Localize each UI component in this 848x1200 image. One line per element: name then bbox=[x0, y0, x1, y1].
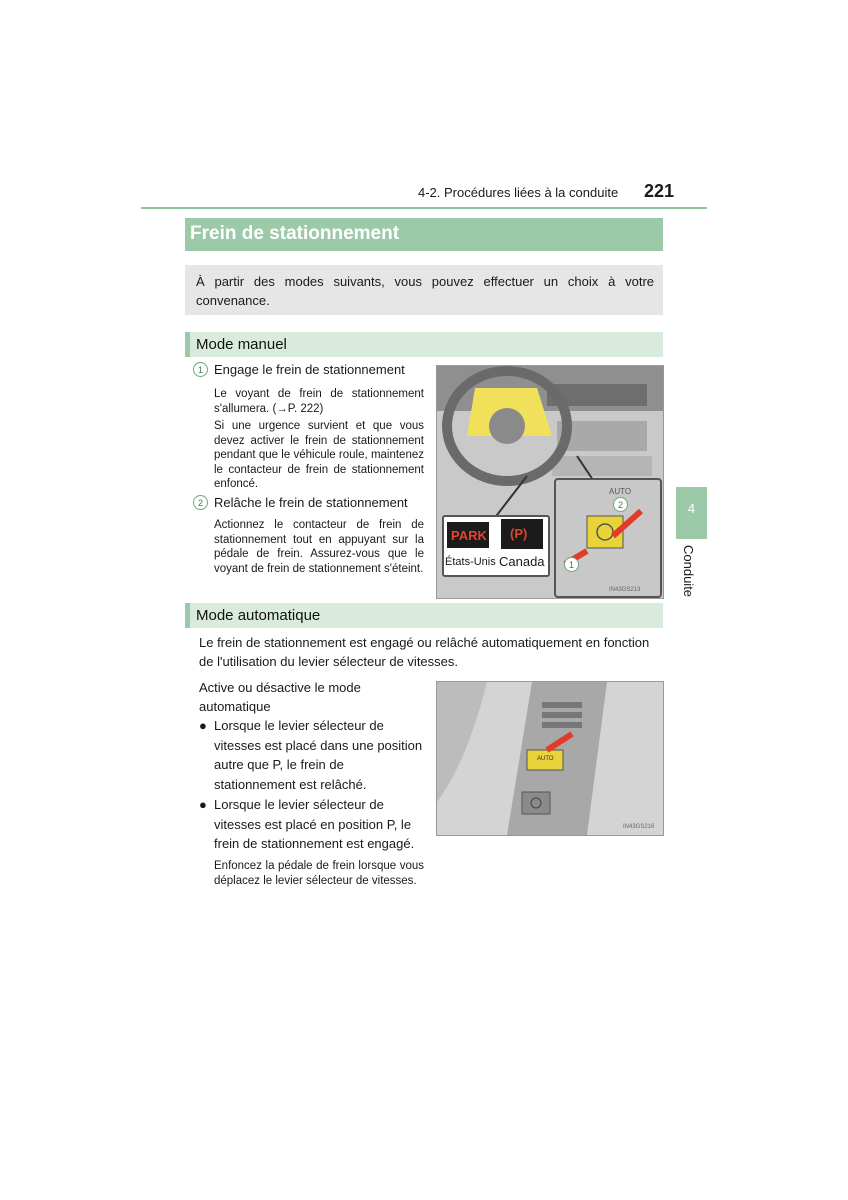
auto-paragraph: Le frein de stationnement est engagé ou relâché automatiquement en fonction de l'utilisation du levier sélecteur de vitesses. bbox=[199, 635, 650, 669]
bullet-icon: ● bbox=[199, 797, 207, 812]
step-2-label: Relâche le frein de stationnement bbox=[214, 495, 408, 510]
park-brake-symbol-icon: (P) bbox=[510, 526, 528, 541]
chapter-header: 4-2. Procédures liées à la conduite bbox=[418, 185, 619, 200]
bullet-2 bbox=[199, 795, 425, 854]
bullet-1 bbox=[199, 716, 425, 794]
step-1-note-2: Si une urgence survient et que vous devez activer le frein de stationnement pendant que le véhicule roule, maintenez le contacteur de frein de stationnement enfoncé. bbox=[214, 420, 424, 490]
auto-lead: Active ou désactive le mode automatique bbox=[199, 680, 361, 714]
chapter-tab-label: Conduite bbox=[681, 545, 696, 598]
header-rule bbox=[141, 207, 707, 209]
heading-accent bbox=[185, 332, 190, 357]
figure-code: IN43GS213 bbox=[609, 587, 641, 593]
page-title-bar bbox=[185, 218, 663, 251]
auto-switch-label: AUTO bbox=[537, 756, 554, 762]
bullet-1-text: Lorsque le levier sélecteur de vitesses est placé dans une position autre que P, le frein de stationnement est relâché. bbox=[214, 718, 423, 792]
step-1-number: 1 bbox=[193, 362, 208, 377]
figure-manual-mode bbox=[436, 365, 664, 599]
bullet-icon: ● bbox=[199, 718, 207, 733]
park-indicator-canada bbox=[501, 519, 543, 549]
section-manual-heading bbox=[185, 332, 663, 357]
chapter-tab-number: 4 bbox=[687, 501, 696, 516]
intro-text: À partir des modes suivants, vous pouvez effectuer un choix à votre convenance. bbox=[196, 274, 654, 308]
auto-switch-label: AUTO bbox=[609, 487, 632, 496]
page-title: Frein de stationnement bbox=[190, 223, 400, 244]
chapter-tab bbox=[676, 487, 707, 539]
figure-code: IN43GS216 bbox=[623, 824, 655, 830]
step-2 bbox=[193, 495, 408, 510]
page-number: 221 bbox=[644, 181, 675, 201]
step-2-note: Actionnez le contacteur de frein de stationnement tout en appuyant sur la pédale de frein. Assurez-vous que le voyant de frein de stationnement s'éteint. bbox=[214, 519, 424, 575]
step-2-number: 2 bbox=[193, 495, 208, 510]
bullet-2-text: Lorsque le levier sélecteur de vitesses est placé en position P, le frein de stationnement est engagé. bbox=[214, 797, 415, 851]
callout-2: 2 bbox=[613, 497, 628, 512]
figure-auto-mode bbox=[436, 681, 664, 836]
step-1-note-1: Le voyant de frein de stationnement s'allumera. (→P. 222) bbox=[214, 388, 424, 415]
section-auto-heading bbox=[185, 603, 663, 628]
auto-note: Enfoncez la pédale de frein lorsque vous déplacez le levier sélecteur de vitesses. bbox=[214, 860, 424, 887]
step-1 bbox=[193, 362, 405, 377]
section-auto-title: Mode automatique bbox=[196, 607, 321, 624]
callout-1: 1 bbox=[564, 557, 579, 572]
label-canada: Canada bbox=[499, 554, 545, 569]
park-indicator-text: PARK bbox=[451, 528, 487, 543]
park-indicator-us bbox=[447, 522, 489, 548]
label-united-states: États-Unis bbox=[445, 556, 496, 568]
intro-box bbox=[185, 265, 663, 315]
heading-accent bbox=[185, 603, 190, 628]
section-manual-title: Mode manuel bbox=[196, 336, 287, 353]
step-1-label: Engage le frein de stationnement bbox=[214, 362, 405, 377]
